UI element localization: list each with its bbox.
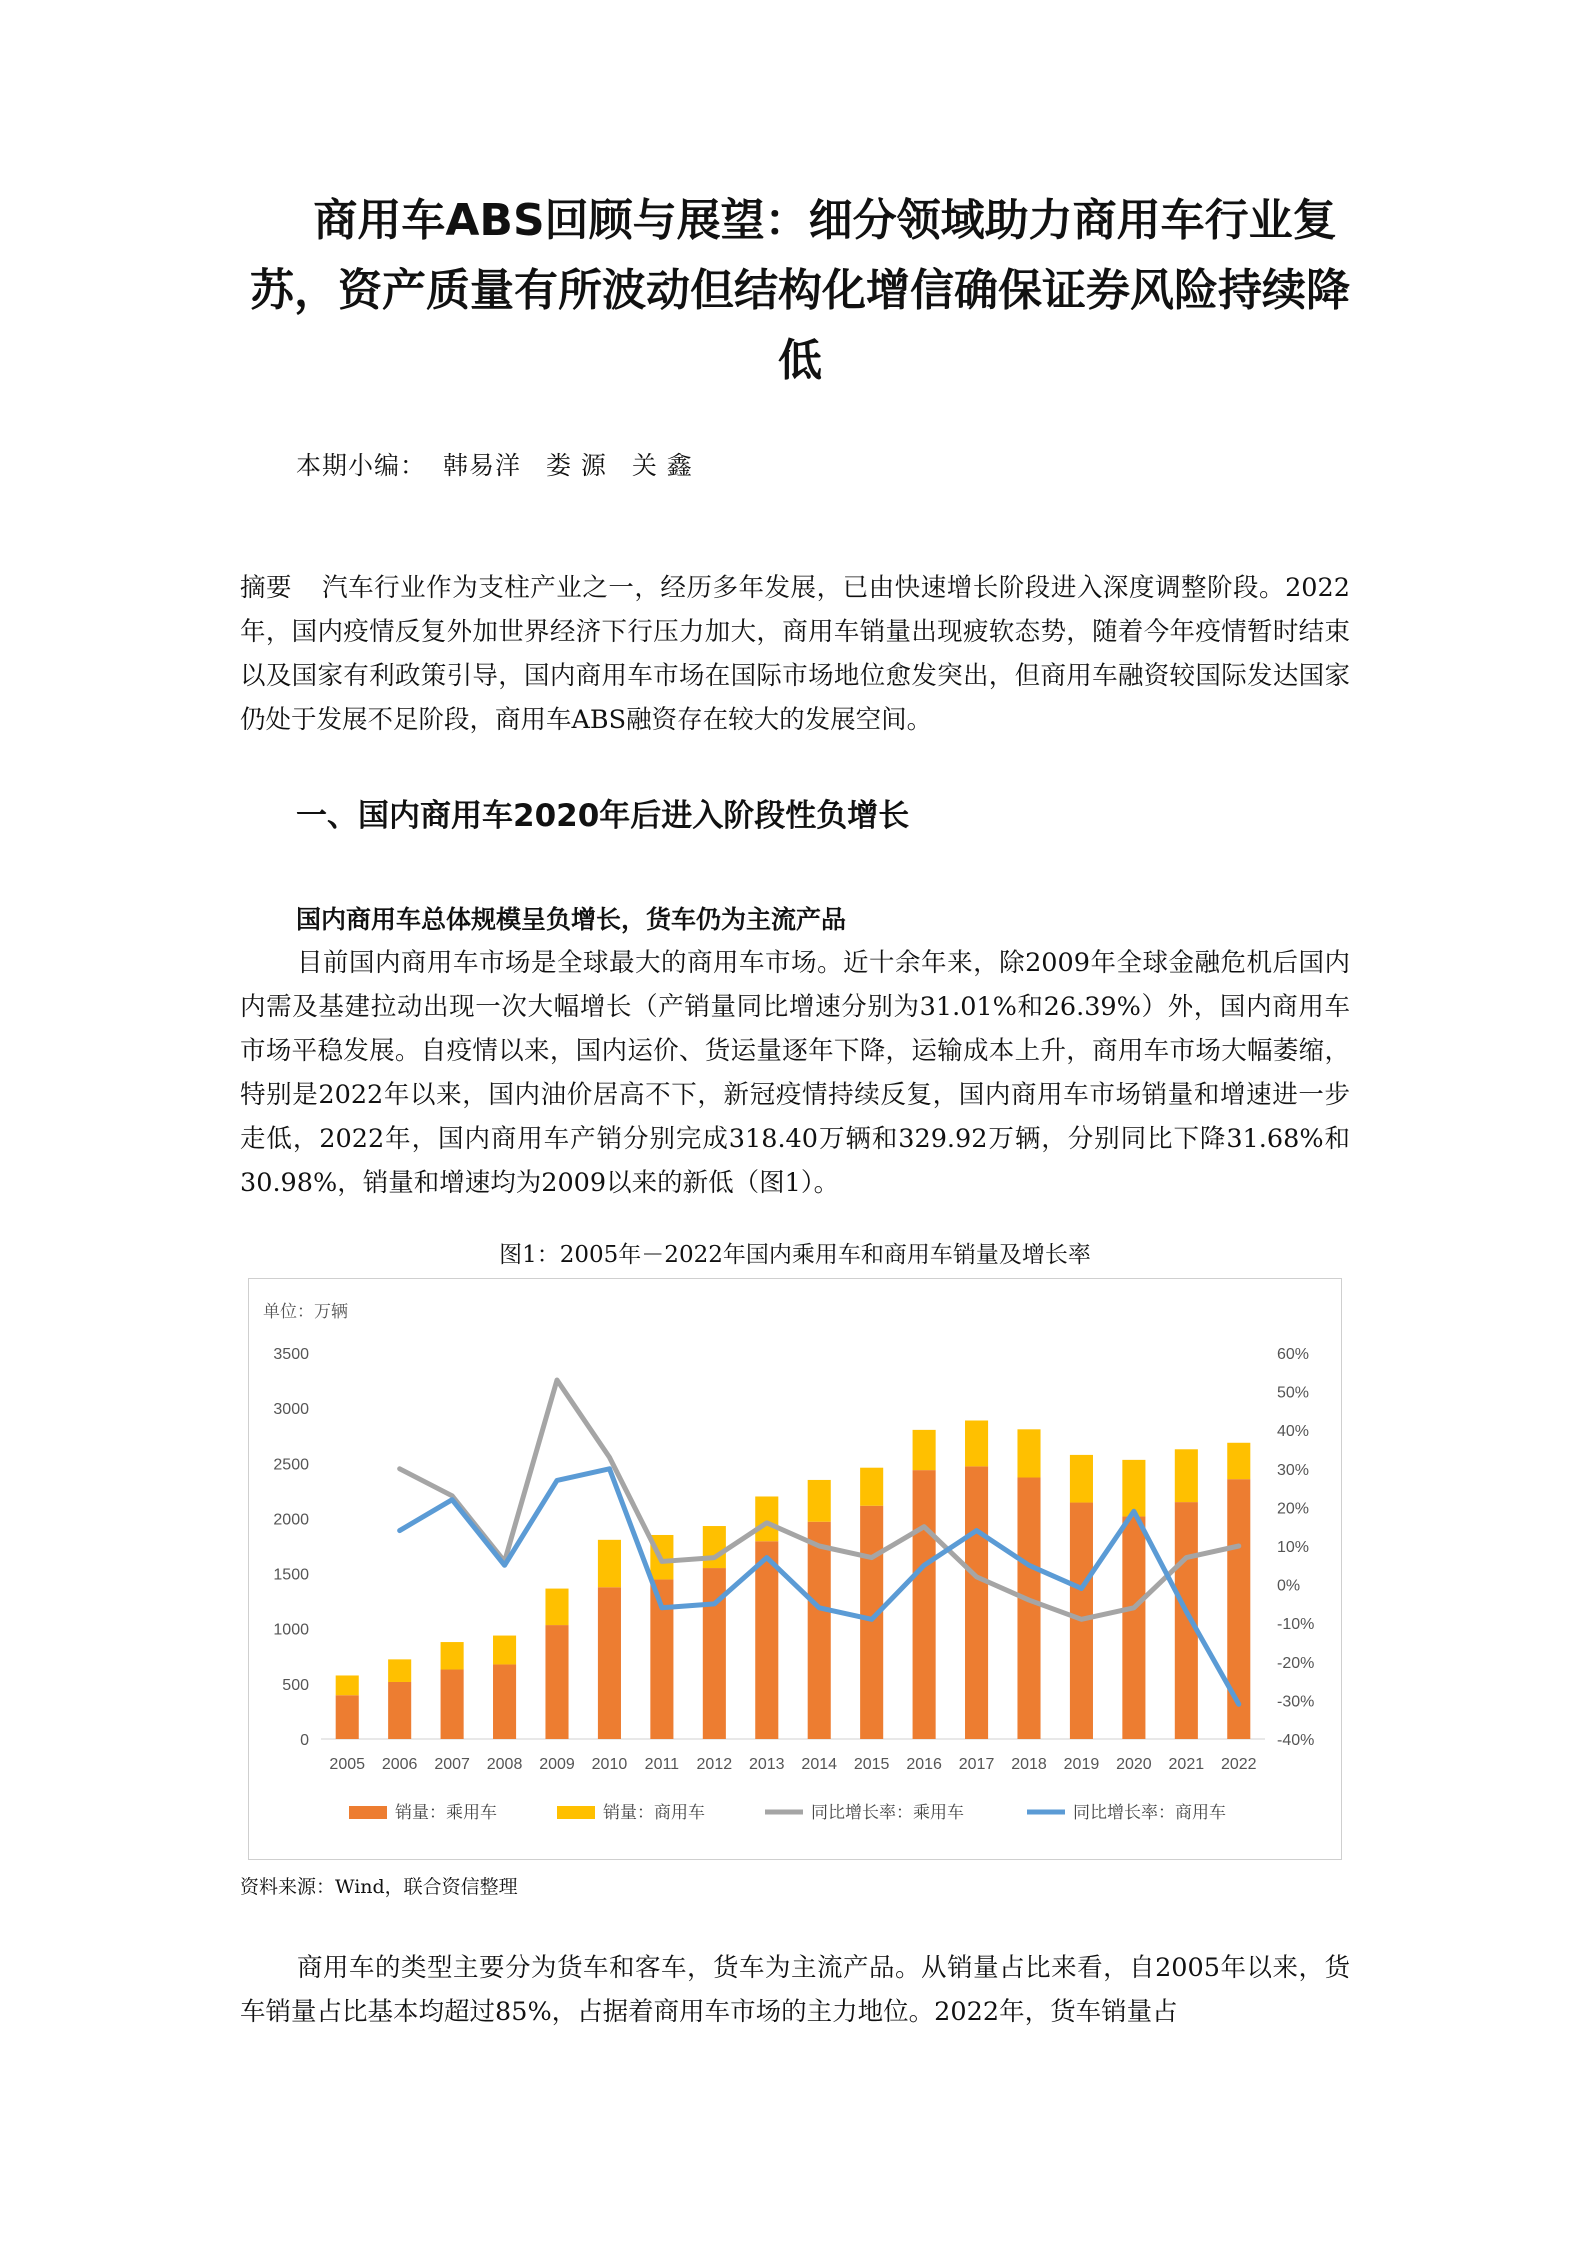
bar-passenger-car — [545, 1625, 568, 1739]
x-tick-label: 2022 — [1220, 1756, 1257, 1773]
abstract-label: 摘要 — [240, 573, 293, 603]
paragraph-text: 目前国内商用车市场是全球最大的商用车市场。近十余年来，除2009年全球金融危机后国内内需及基建拉动出现一次大幅增长（产销量同比增速分别为31.01%和26.39%）外，国内商用车市场平稳发展。自疫情以来，国内运价、货运量逐年下降，运输成本上升，商用车市场大幅萎缩，特别是2022年以来，国内油价居高不下，新冠疫情持续反复，国内商用车市场销量和增速进一步走低，2022年，国内商用车产销分别完成318.40万辆和329.92万辆，分别同比下降31.68%和30.98%，销量和增速均为2009以来的新低（图1）。 — [240, 948, 1350, 1198]
x-tick-label: 2006 — [381, 1756, 418, 1773]
bar-passenger-car — [493, 1664, 516, 1739]
legend-swatch — [557, 1806, 595, 1819]
y-right-tick-label: 20% — [1277, 1500, 1310, 1518]
bar-commercial-vehicle — [965, 1420, 988, 1466]
legend-label: 销量：商用车 — [603, 1803, 705, 1823]
y-left-tick-label: 1500 — [273, 1566, 309, 1584]
y-right-tick-label: 50% — [1277, 1384, 1310, 1402]
x-tick-label: 2016 — [906, 1756, 942, 1773]
y-left-tick-label: 500 — [282, 1676, 309, 1694]
y-left-tick-label: 0 — [300, 1732, 309, 1749]
document-title — [240, 186, 1360, 396]
x-tick-label: 2015 — [853, 1756, 890, 1773]
y-right-tick-label: -30% — [1277, 1693, 1315, 1711]
abstract-text: 汽车行业作为支柱产业之一，经历多年发展，已由快速增长阶段进入深度调整阶段。2022年，国内疫情反复外加世界经济下行压力加大，商用车销量出现疲软态势，随着今年疫情暂时结束以及国家有利政策引导，国内商用车市场在国际市场地位愈发突出，但商用车融资较国际发达国家仍处于发展不足阶段，商用车ABS融资存在较大的发展空间。 — [240, 573, 1350, 735]
x-tick-label: 2021 — [1168, 1756, 1205, 1773]
chart-canvas — [249, 1279, 1341, 1859]
bar-passenger-car — [1122, 1516, 1145, 1739]
bar-commercial-vehicle — [1017, 1429, 1040, 1477]
title-line-1: 商用车ABS回顾与展望：细分领域助力商用车行业复 — [313, 195, 1337, 246]
y-right-tick-label: -10% — [1277, 1616, 1315, 1634]
y-left-tick-label: 3500 — [273, 1346, 309, 1363]
y-right-tick-label: 30% — [1277, 1461, 1310, 1479]
section-heading: 一、国内商用车2020年后进入阶段性负增长 — [296, 798, 910, 834]
title-line-3: 低 — [778, 335, 822, 386]
y-left-tick-label: 2000 — [273, 1511, 309, 1529]
paragraph-text: 商用车的类型主要分为货车和客车，货车为主流产品。从销量占比来看，自2005年以来，货车销量占比基本均超过85%，占据着商用车市场的主力地位。2022年，货车销量占 — [240, 1953, 1350, 2027]
y-right-tick-label: 0% — [1277, 1577, 1301, 1595]
bar-commercial-vehicle — [1122, 1460, 1145, 1517]
y-right-tick-label: 10% — [1277, 1539, 1310, 1556]
bar-commercial-vehicle — [808, 1480, 831, 1522]
figure-title: 图1：2005年－2022年国内乘用车和商用车销量及增长率 — [499, 1242, 1091, 1268]
x-tick-label: 2019 — [1063, 1756, 1100, 1773]
bar-passenger-car — [388, 1682, 411, 1739]
editors-label: 本期小编： — [296, 451, 427, 480]
y-right-tick-label: -20% — [1277, 1654, 1315, 1672]
x-tick-label: 2020 — [1116, 1756, 1152, 1773]
x-tick-label: 2005 — [329, 1756, 366, 1773]
legend-label: 同比增长率：商用车 — [1073, 1803, 1226, 1823]
bar-passenger-car — [913, 1470, 936, 1739]
bar-passenger-car — [336, 1695, 359, 1739]
y-left-tick-label: 1000 — [273, 1621, 309, 1639]
bar-passenger-car — [598, 1587, 621, 1739]
x-tick-label: 2010 — [591, 1756, 628, 1773]
bar-passenger-car — [860, 1506, 883, 1739]
x-tick-label: 2011 — [644, 1756, 680, 1773]
bar-passenger-car — [965, 1466, 988, 1739]
bar-commercial-vehicle — [493, 1636, 516, 1665]
bar-commercial-vehicle — [860, 1468, 883, 1506]
x-tick-label: 2018 — [1011, 1756, 1047, 1773]
x-tick-label: 2014 — [801, 1756, 838, 1773]
bar-commercial-vehicle — [913, 1430, 936, 1470]
bar-commercial-vehicle — [336, 1675, 359, 1695]
legend-label: 同比增长率：乘用车 — [811, 1803, 964, 1823]
bar-passenger-car — [441, 1670, 464, 1739]
editor-name: 娄 源 — [545, 451, 607, 480]
y-right-tick-label: 40% — [1277, 1423, 1310, 1441]
bar-commercial-vehicle — [703, 1526, 726, 1568]
editor-name: 韩易洋 — [442, 451, 521, 480]
bar-commercial-vehicle — [388, 1659, 411, 1682]
bar-passenger-car — [755, 1541, 778, 1739]
y-left-tick-label: 2500 — [273, 1456, 309, 1474]
abstract — [240, 566, 1350, 742]
title-line-2: 苏，资产质量有所波动但结构化增信确保证券风险持续降 — [250, 265, 1350, 316]
editor-name: 关 鑫 — [631, 451, 693, 480]
legend-label: 销量：乘用车 — [395, 1803, 497, 1823]
bar-commercial-vehicle — [1175, 1449, 1198, 1502]
bar-commercial-vehicle — [1070, 1455, 1093, 1503]
x-tick-label: 2013 — [748, 1756, 785, 1773]
subsection-heading: 国内商用车总体规模呈负增长，货车仍为主流产品 — [296, 905, 847, 934]
x-tick-label: 2012 — [696, 1756, 733, 1773]
editors-line — [296, 446, 709, 482]
bar-commercial-vehicle — [441, 1642, 464, 1669]
x-tick-label: 2008 — [486, 1756, 523, 1773]
x-tick-label: 2007 — [434, 1756, 470, 1773]
figure-source: 资料来源：Wind，联合资信整理 — [240, 1876, 518, 1898]
y-right-tick-label: -40% — [1277, 1732, 1315, 1749]
x-tick-label: 2017 — [958, 1756, 995, 1773]
y-right-tick-label: 60% — [1277, 1346, 1310, 1363]
bar-commercial-vehicle — [545, 1589, 568, 1626]
bar-passenger-car — [1175, 1502, 1198, 1739]
bar-passenger-car — [1017, 1478, 1040, 1739]
bar-commercial-vehicle — [1227, 1443, 1250, 1479]
x-tick-label: 2009 — [539, 1756, 575, 1773]
bar-passenger-car — [808, 1522, 831, 1739]
bar-commercial-vehicle — [755, 1496, 778, 1541]
legend-swatch — [349, 1806, 387, 1819]
sales-growth-chart — [248, 1278, 1342, 1860]
bar-commercial-vehicle — [598, 1540, 621, 1587]
body-paragraph-1 — [240, 941, 1350, 1205]
y-left-tick-label: 3000 — [273, 1401, 309, 1419]
body-paragraph-2 — [240, 1946, 1350, 2034]
chart-unit-label: 单位：万辆 — [263, 1302, 348, 1321]
